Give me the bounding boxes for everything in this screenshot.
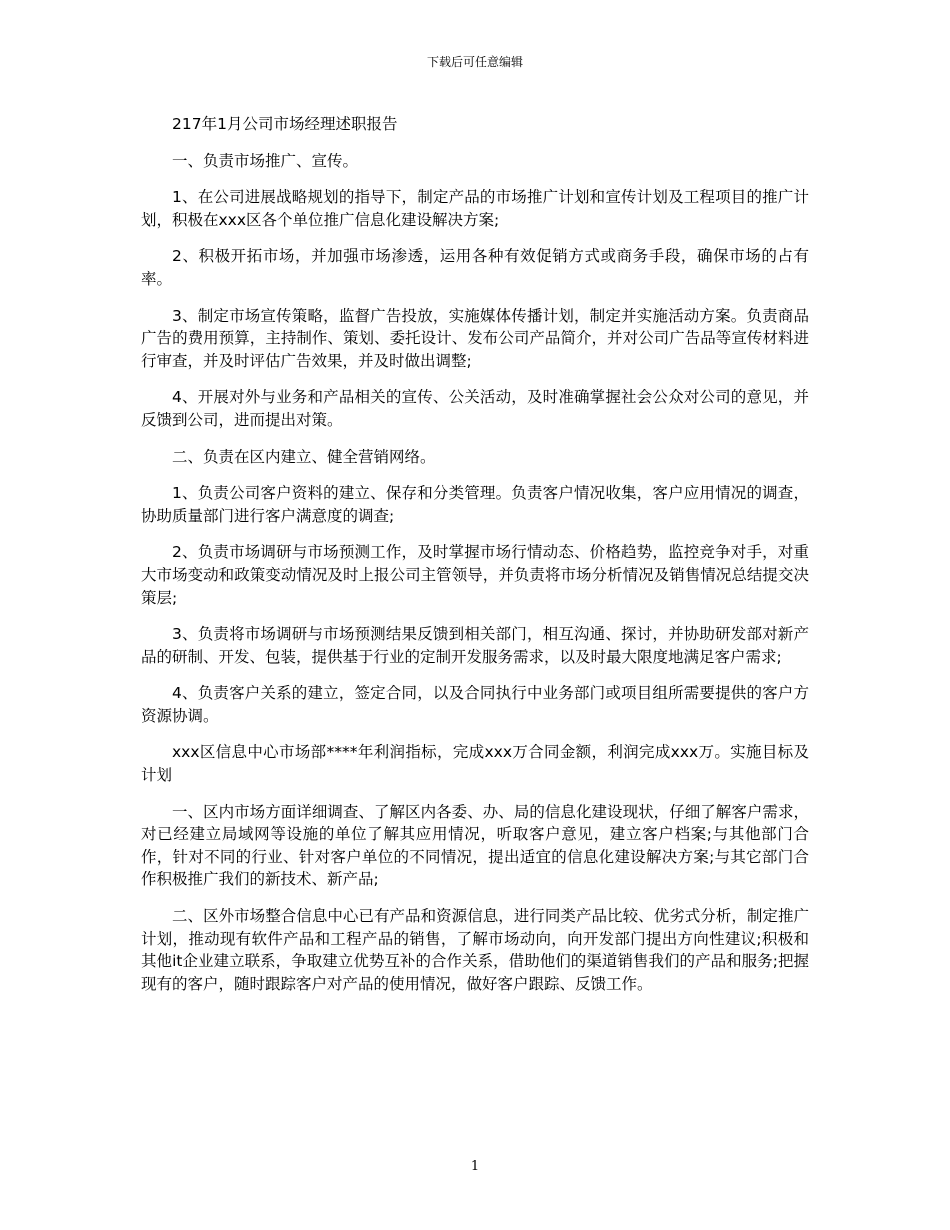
paragraph: 1、负责公司客户资料的建立、保存和分类管理。负责客户情况收集，客户应用情况的调查，协助质量部门进行客户满意度的调查; — [141, 484, 809, 525]
paragraph: 一、区内市场方面详细调查、了解区内各委、办、局的信息化建设现状，仔细了解客户需求，对已经建立局域网等设施的单位了解其应用情况，听取客户意见，建立客户档案;与其他部门合作，针对不同的行业、针对客户单位的不同情况，提出适宜的信息化建设解决方案;与其它部门合作积极推广我们的新技术、新产品; — [141, 802, 809, 889]
paragraph: 二、区外市场整合信息中心已有产品和资源信息，进行同类产品比较、优劣式分析，制定推广计划，推动现有软件产品和工程产品的销售，了解市场动向，向开发部门提出方向性建议;积极和其他it企业建立联系，争取建立优势互补的合作关系，借助他们的渠道销售我们的产品和服务;把握现有的客户，随时跟踪客户对产品的使用情况，做好客户跟踪、反馈工作。 — [141, 907, 809, 993]
paragraph: 3、负责将市场调研与市场预测结果反馈到相关部门，相互沟通、探讨，并协助研发部对新产品的研制、开发、包装，提供基于行业的定制开发服务需求，以及时最大限度地满足客户需求; — [141, 625, 809, 666]
paragraph: 1、在公司进展战略规划的指导下，制定产品的市场推广计划和宣传计划及工程项目的推广计划，积极在xxx区各个单位推广信息化建设解决方案; — [141, 188, 809, 229]
paragraph: 3、制定市场宣传策略，监督广告投放，实施媒体传播计划，制定并实施活动方案。负责商品广告的费用预算，主持制作、策划、委托设计、发布公司产品简介，并对公司广告品等宣传材料进行审查，并及时评估广告效果，并及时做出调整; — [141, 306, 809, 370]
page-number: 1 — [470, 1159, 480, 1174]
section-heading-1: 一、负责市场推广、宣传。 — [172, 151, 359, 170]
section-heading-2: 二、负责在区内建立、健全营销网络。 — [172, 447, 436, 466]
paragraph: 4、开展对外与业务和产品相关的宣传、公关活动，及时准确掌握社会公众对公司的意见，并反馈到公司，进而提出对策。 — [141, 388, 809, 429]
page-header-note: 下载后可任意编辑 — [426, 55, 523, 69]
paragraph: 2、负责市场调研与市场预测工作，及时掌握市场行情动态、价格趋势，监控竞争对手，对重大市场变动和政策变动情况及时上报公司主管领导，并负责将市场分析情况及销售情况总结提交决策层; — [141, 543, 809, 607]
paragraph: xxx区信息中心市场部****年利润指标，完成xxx万合同金额，利润完成xxx万。实施目标及计划 — [141, 743, 809, 785]
document-title: 217年1月公司市场经理述职报告 — [172, 115, 398, 133]
paragraph: 2、积极开拓市场，并加强市场渗透，运用各种有效促销方式或商务手段，确保市场的占有率。 — [141, 247, 809, 288]
document-body — [141, 113, 809, 1009]
paragraph: 4、负责客户关系的建立，签定合同，以及合同执行中业务部门或项目组所需要提供的客户方资源协调。 — [141, 684, 809, 725]
